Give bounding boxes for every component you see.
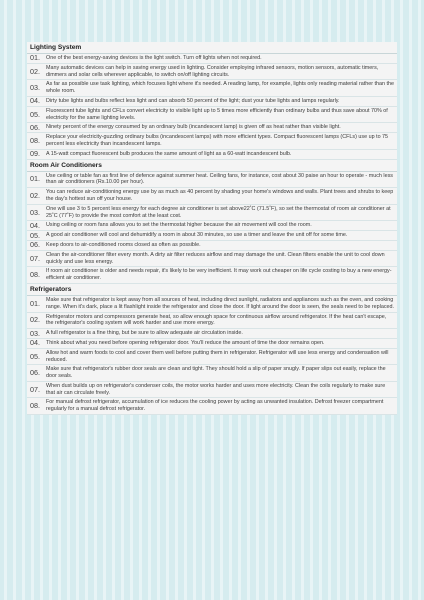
item-text: Allow hot and warm foods to cool and cover them well before putting them in refrigerator. Refrigerator will use less energy and condensation will reduced. xyxy=(46,349,389,363)
item-text: Fluorescent tube lights and CFLs convert electricity to visible light up to 5 times more efficiently than ordinary bulbs and thus save about 70% of electricity for the same lighting levels. xyxy=(46,107,388,121)
list-item xyxy=(27,251,397,268)
item-text: One of the best energy-saving devices is the light switch. Turn off lights when not required. xyxy=(46,55,262,61)
item-text: Refrigerator motors and compressors generate heat, so allow enough space for continuous airflow around refrigerator. If the heat can't escape, the refrigerator's cooling system will work harder and use more energy. xyxy=(46,313,387,327)
section-room-air-conditioners xyxy=(27,160,397,284)
item-number: 08. xyxy=(30,135,40,145)
item-text: A 15-watt compact fluorescent bulb produces the same amount of light as a 60-watt incandescent bulb. xyxy=(46,150,292,157)
item-text: Many automatic devices can help in saving energy used in lighting. Consider employing infrared sensors, motion sensors, automatic timers, dimmers and solar cells wherever applicable, to switch on/off lighting circuits. xyxy=(46,64,379,78)
item-number: 06. xyxy=(30,122,40,132)
list-item xyxy=(27,382,397,399)
item-number: 01. xyxy=(30,298,40,308)
item-text: Using ceiling or room fans allows you to set the thermostat higher because the air movement will cool the room. xyxy=(46,222,312,229)
decorative-stripe xyxy=(22,0,25,600)
item-number: 08. xyxy=(30,270,40,280)
decorative-stripe xyxy=(418,0,421,600)
decorative-stripe xyxy=(400,0,403,600)
item-text: For manual defrost refrigerator, accumulation of ice reduces the cooling power by acting as unwanted insulation. Defrost freezer compartment regularly for a manual defrost refrigerator. xyxy=(46,399,384,413)
list-item xyxy=(27,107,397,124)
list-item xyxy=(27,349,397,366)
list-item xyxy=(27,64,397,81)
item-number: 09. xyxy=(30,149,40,159)
decorative-stripe xyxy=(4,0,7,600)
list-item xyxy=(27,150,397,160)
list-item xyxy=(27,313,397,330)
section-title: Room Air Conditioners xyxy=(27,160,397,172)
item-number: 06. xyxy=(30,368,40,378)
list-item xyxy=(27,329,397,339)
item-text: A full refrigerator is a fine thing, but be sure to allow adequate air circulation inside. xyxy=(46,330,243,337)
energy-tips-document xyxy=(27,42,397,415)
item-number: 08. xyxy=(30,401,40,411)
item-text: If room air conditioner is older and needs repair, it's likely to be very inefficient. It may work out cheaper on life cycle costing to buy a new energy-efficient air conditioner. xyxy=(46,268,392,282)
list-item xyxy=(27,97,397,107)
item-text: Replace your electricity-guzzling ordinary bulbs (incandescent lamps) with more efficient types. Compact fluorescent lamps (CFLs) use up to 75 percent less electricity than incandescent lamps. xyxy=(46,134,389,147)
item-number: 03. xyxy=(30,328,40,338)
list-item xyxy=(27,80,397,97)
item-number: 07. xyxy=(30,384,40,394)
decorative-stripe xyxy=(409,0,412,600)
list-item xyxy=(27,188,397,205)
section-title: Refrigerators xyxy=(27,284,397,296)
item-text: Clean the air-conditioner filter every month. A dirty air filter reduces airflow and may damage the unit. Clean filters enable the unit to cool down quickly and use less energy. xyxy=(46,251,385,265)
item-text: Think about what you need before opening refrigerator door. You'll reduce the amount of time the door remains open. xyxy=(46,339,325,346)
item-text: Make sure that refrigerator's rubber door seals are clean and tight. They should hold a slip of paper snugly. If paper slips out easily, replace the door seals. xyxy=(46,366,386,380)
list-item xyxy=(27,267,397,284)
decorative-stripe xyxy=(13,0,16,600)
item-number: 04. xyxy=(30,338,40,348)
item-text: As far as possible use task lighting, which focuses light where it's needed. A reading lamp, for example, lights only reading material rather than the whole room. xyxy=(46,81,395,95)
item-number: 02. xyxy=(30,66,40,76)
list-item xyxy=(27,365,397,382)
list-item xyxy=(27,123,397,133)
list-item xyxy=(27,133,397,150)
item-text: When dust builds up on refrigerator's condenser coils, the motor works harder and uses more electricity. Clean the coils regularly to make sure that air can circulate freely. xyxy=(46,382,386,396)
item-number: 06. xyxy=(30,240,40,250)
item-number: 02. xyxy=(30,190,40,200)
item-text: Use ceiling or table fan as first line of defence against summer heat. Ceiling fans, for instance, cost about 30 paise an hour to operate - much less than air conditioners (Rs.10.00 per hour). xyxy=(46,172,393,186)
item-number: 03. xyxy=(30,207,40,217)
list-item xyxy=(27,241,397,251)
list-item xyxy=(27,172,397,189)
section-lighting-system xyxy=(27,42,397,160)
list-item xyxy=(27,296,397,313)
item-number: 01. xyxy=(30,53,40,63)
item-text: Make sure that refrigerator is kept away from all sources of heat, including direct sunlight, radiators and appliances such as the oven, and cooking range. When it's dark, place a lit flashlight inside the refrigerator and close the door. If light around the door is seen, the seals need to be replaced. xyxy=(46,296,395,310)
item-text: Ninety percent of the energy consumed by an ordinary bulb (incandescent lamp) is given off as heat rather than visible light. xyxy=(46,124,341,131)
item-number: 05. xyxy=(30,351,40,361)
item-number: 05. xyxy=(30,109,40,119)
item-text: You can reduce air-conditioning energy use by as much as 40 percent by shading your home's windows and walls. Plant trees and shrubs to keep the day's hottest sun off your house. xyxy=(46,189,394,202)
item-text: Dirty tube lights and bulbs reflect less light and can absorb 50 percent of the light; dust your tube lights and lamps regularly. xyxy=(46,97,340,104)
list-item xyxy=(27,205,397,222)
list-item xyxy=(27,398,397,415)
item-number: 04. xyxy=(30,96,40,106)
list-item xyxy=(27,54,397,64)
list-item xyxy=(27,339,397,349)
item-number: 02. xyxy=(30,315,40,325)
section-refrigerators xyxy=(27,284,397,415)
section-title: Lighting System xyxy=(27,42,397,54)
list-item xyxy=(27,221,397,231)
item-number: 05. xyxy=(30,230,40,240)
item-text: One will use 3 to 5 percent less energy for each degree air conditioner is set above22˚C (71.5˚F), so set the thermostat of room air conditioner at 25˚C (77˚F) to provide the most comfort at the least cost. xyxy=(46,205,391,219)
item-number: 01. xyxy=(30,174,40,184)
item-text: A good air conditioner will cool and dehumidify a room in about 30 minutes, so use a timer and leave the unit off for some time. xyxy=(46,232,348,239)
item-number: 03. xyxy=(30,83,40,93)
item-number: 04. xyxy=(30,220,40,230)
item-text: Keep doors to air-conditioned rooms closed as often as possible. xyxy=(46,241,201,248)
item-number: 07. xyxy=(30,253,40,263)
list-item xyxy=(27,231,397,241)
